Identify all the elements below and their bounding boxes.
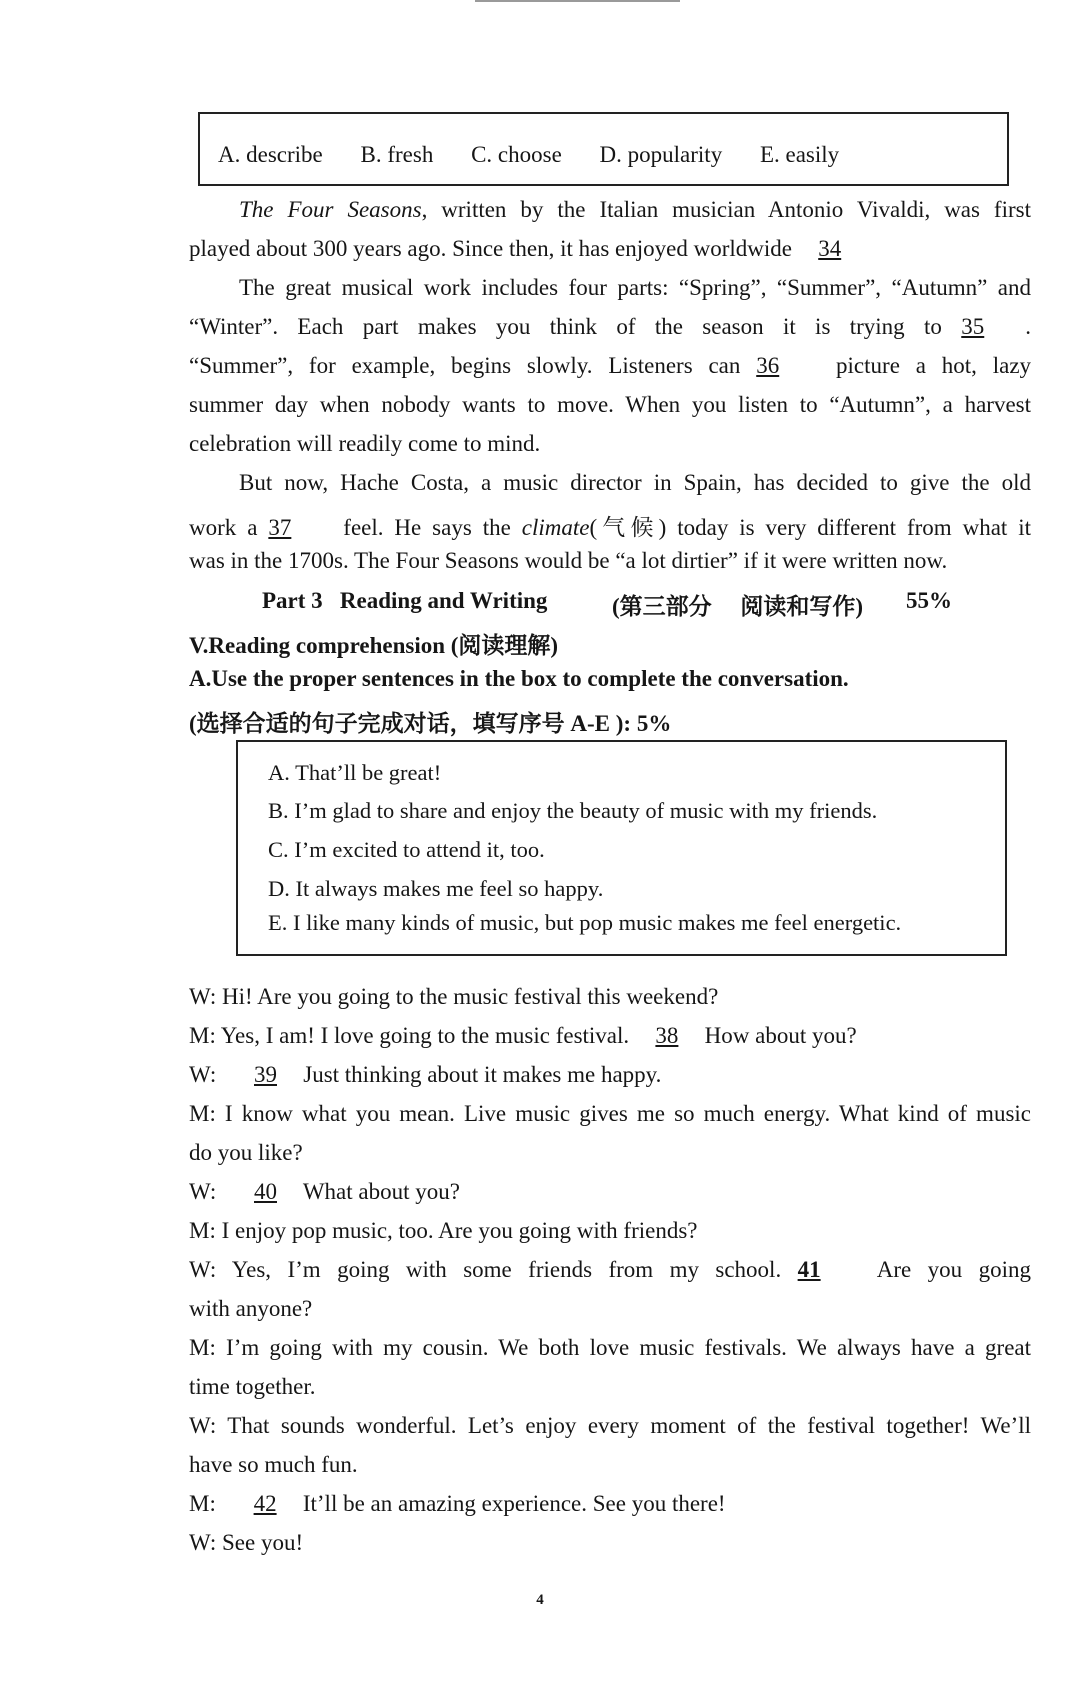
dialogue-line: with anyone? [189,1296,313,1321]
blank-35[interactable]: 35 [961,314,985,339]
dialogue-line: M: I know what you mean. Live music gives me so much energy. What kind of music [189,1101,1031,1126]
part3-title-cn: (第三部分 阅读和写作) [612,594,864,619]
word-option-e: E. easily [759,142,840,167]
passage-line-9: work a 37 feel. He says the climate(气候) today is very different from what it [189,515,1032,540]
sentence-option-a: A. That’ll be great! [268,760,442,785]
dialogue-line: do you like? [189,1140,303,1165]
passage-line-5: “Summer”, for example, begins slowly. Listeners can 36 picture a hot, lazy [189,353,1032,378]
dialogue-line: M: I enjoy pop music, too. Are you going with friends? [189,1218,698,1243]
blank-38[interactable]: 38 [655,1023,679,1048]
sentence-choice-box [236,740,1007,956]
sentence-option-c: C. I’m excited to attend it, too. [268,837,545,862]
dialogue-line: W: 40 What about you? [189,1179,460,1204]
page-number: 4 [536,1592,544,1608]
blank-42[interactable]: 42 [253,1491,277,1516]
work-title: The Four Seasons [239,197,422,222]
passage-text: , written by the Italian musician Antonio Vivaldi, was first [421,197,1031,222]
passage-line-3: The great musical work includes four parts: “Spring”, “Summer”, “Autumn” and [239,275,1031,300]
passage-line-7: celebration will readily come to mind. [189,431,541,456]
dialogue-line: M: 42 It’ll be an amazing experience. See you there! [189,1491,726,1516]
passage-line-8: But now, Hache Costa, a music director in Spain, has decided to give the old [239,470,1031,495]
dialogue-line: W: That sounds wonderful. Let’s enjoy every moment of the festival together! We’ll [189,1413,1031,1438]
blank-39[interactable]: 39 [254,1062,277,1087]
blank-41[interactable]: 41 [797,1257,821,1282]
part3-title: Part 3 Reading and Writing [262,588,548,613]
passage-line-1 [189,197,1031,223]
dialogue-line: W: Yes, I’m going with some friends from my school. 41 Are you going [189,1257,1031,1282]
dialogue-line: W: See you! [189,1530,304,1555]
dialogue-line: M: Yes, I am! I love going to the music festival. 38 How about you? [189,1023,857,1048]
word-option-c: C. choose [471,142,562,167]
blank-37[interactable]: 37 [268,515,292,540]
word-option-d: D. popularity [599,142,723,167]
dialogue-line: W: 39 Just thinking about it makes me happy. [189,1062,662,1087]
passage-line-4: “Winter”. Each part makes you think of the season it is trying to 35 . [189,314,1031,339]
passage-line-10: was in the 1700s. The Four Seasons would be “a lot dirtier” if it were written now. [189,548,948,573]
blank-36[interactable]: 36 [756,353,780,378]
blank-40[interactable]: 40 [254,1179,277,1204]
word-choice-row [218,142,871,168]
dialogue-line: W: Hi! Are you going to the music festival this weekend? [189,984,719,1009]
dialogue-line: have so much fun. [189,1452,358,1477]
sentence-option-e: E. I like many kinds of music, but pop music makes me feel energetic. [268,910,902,935]
part3-percent: 55% [906,588,952,613]
sentence-option-d: D. It always makes me feel so happy. [268,876,604,901]
instruction-heading: A.Use the proper sentences in the box to complete the conversation. [189,666,849,691]
section-heading: V.Reading comprehension (阅读理解) [189,633,559,658]
passage-line-2: played about 300 years ago. Since then, it has enjoyed worldwide 34 [189,236,1031,262]
word-option-b: B. fresh [360,142,434,167]
word-option-a: A. describe [218,142,323,167]
dialogue-line: time together. [189,1374,316,1399]
instruction-cn: (选择合适的句子完成对话，填写序号 A-E ): 5% [189,711,672,736]
word-choice-box [198,112,1009,186]
dialogue-line: M: I’m going with my cousin. We both love music festivals. We always have a great [189,1335,1031,1360]
sentence-option-b: B. I’m glad to share and enjoy the beauty of music with my friends. [268,798,878,823]
top-edge-line [475,0,680,2]
blank-34[interactable]: 34 [818,236,842,261]
passage-line-6: summer day when nobody wants to move. When you listen to “Autumn”, a harvest [189,392,1031,417]
